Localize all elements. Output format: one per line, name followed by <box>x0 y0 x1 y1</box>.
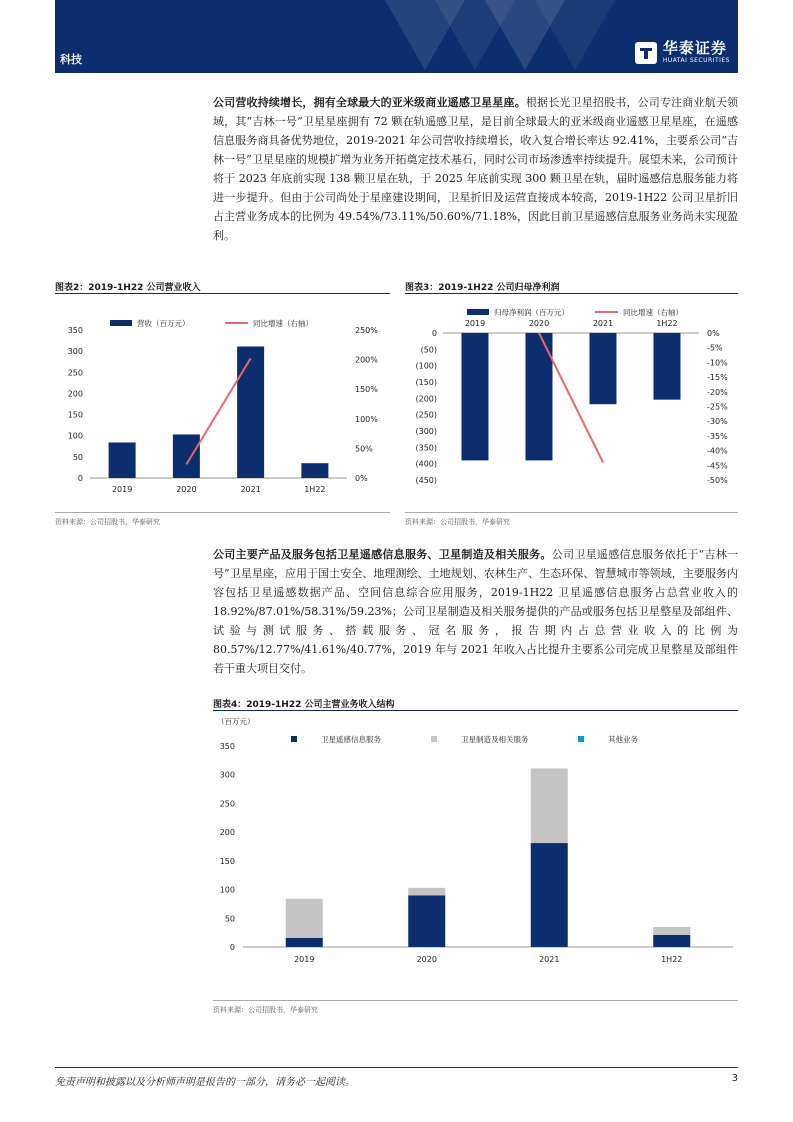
fig3-heading <box>405 280 738 294</box>
x-tick-label: 2019 <box>294 955 315 964</box>
y-tick-label: 0 <box>77 474 83 483</box>
net-profit-bar <box>462 333 489 460</box>
chart-net-profit <box>405 296 738 506</box>
x-tick-label: 2019 <box>111 485 133 494</box>
y2-tick-label: 250% <box>355 326 378 335</box>
y-tick-label: 100 <box>67 431 83 441</box>
y2-tick-label: -5% <box>707 343 723 353</box>
revenue-bar <box>237 346 264 478</box>
paragraph-products-lead: 公司主要产品及服务包括卫星遥感信息服务、卫星制造及相关服务。 <box>213 548 552 561</box>
y2-tick-label: -25% <box>707 402 728 412</box>
fig4-label: 图表4： <box>213 700 247 710</box>
y2-tick-label: -15% <box>707 373 728 383</box>
y-tick-label: (100) <box>415 361 437 371</box>
legend-label: 卫星遥感信息服务 <box>321 735 381 744</box>
y2-tick-label: 0% <box>355 474 368 483</box>
y2-tick-label: -20% <box>707 387 728 397</box>
paragraph-products <box>213 545 738 678</box>
x-tick-label: 2021 <box>539 955 560 964</box>
y-tick-label: (350) <box>415 443 437 453</box>
legend-swatch-bar <box>467 309 489 315</box>
y-tick-label: 50 <box>224 914 235 924</box>
y-tick-label: (400) <box>415 459 437 469</box>
y-tick-label: 300 <box>219 770 235 780</box>
fig3-label: 图表3： <box>405 283 439 293</box>
fig3-title: 2019-1H22 公司归母净利润 <box>438 283 560 293</box>
y2-tick-label: -40% <box>707 446 728 456</box>
page-number: 3 <box>731 1073 738 1084</box>
stacked-bar-segment <box>653 935 690 947</box>
legend-label: 卫星制造及相关服务 <box>461 735 529 744</box>
y2-tick-label: -35% <box>707 431 728 441</box>
header-banner <box>55 0 738 73</box>
y-tick-label: (450) <box>415 476 437 485</box>
x-tick-label: 1H22 <box>656 319 678 328</box>
net-profit-bar <box>654 333 681 400</box>
y2-tick-label: 50% <box>355 444 373 454</box>
paragraph-revenue-lead: 公司营收持续增长，拥有全球最大的亚米级商业遥感卫星星座。 <box>213 96 526 109</box>
stacked-bar-segment <box>653 927 690 935</box>
stacked-bar-segment <box>531 843 568 947</box>
y2-tick-label: 200% <box>355 355 378 365</box>
legend-label-line: 同比增速（右轴） <box>623 308 683 317</box>
huatai-logo-icon <box>635 42 657 64</box>
y-tick-label: 300 <box>67 347 83 357</box>
y-tick-label: 350 <box>219 742 235 751</box>
fig4-heading <box>213 697 738 711</box>
footer-divider <box>55 1067 738 1068</box>
y2-tick-label: 100% <box>355 414 378 424</box>
fig2-label: 图表2： <box>55 283 89 293</box>
x-tick-label: 2019 <box>464 319 486 328</box>
revenue-bar <box>109 442 136 478</box>
y2-tick-label: -45% <box>707 461 728 471</box>
fig4-source: 资料来源：公司招股书，华泰研究 <box>213 1000 738 1015</box>
stacked-bar-segment <box>286 938 323 947</box>
legend-swatch-bar <box>110 320 132 326</box>
fig2-title: 2019-1H22 公司营业收入 <box>88 283 201 293</box>
y-tick-label: 150 <box>219 856 235 866</box>
y-tick-label: 50 <box>72 452 83 462</box>
brand-name-en: HUATAI SECURITIES <box>662 57 730 64</box>
footer-disclaimer: 免责声明和披露以及分析师声明是报告的一部分，请务必一起阅读。 <box>55 1077 355 1088</box>
unit-label: （百万元） <box>217 717 255 726</box>
y-tick-label: (250) <box>415 410 437 420</box>
x-tick-label: 2021 <box>240 485 261 494</box>
y2-tick-label: 0% <box>707 329 720 338</box>
y-tick-label: 200 <box>219 828 235 838</box>
paragraph-products-body: 公司卫星遥感信息服务依托于“吉林一号”卫星星座，应用于国土安全、地理测绘、土地规划、农林生产、生态环保、智慧城市等领域，主要服务内容包括卫星遥感数据产品、空间信息综合应用服务，2019-1H22 卫星遥感信息服务占总营业收入的 18.92%/87.01%/58.31%/59.23%；公司卫星制造及相关服务提供的产品或服务包括卫星整星及部组件、试验与测试服务、搭载服务、冠名服务，报告期内占总营业收入的比例为 80.57%/12.77%/41.61%/40.77%，2019 年与 2021 年收入占比提升主要系公司完成卫星整星及部组件若干重大项目交付。 <box>213 548 739 675</box>
legend-label-line: 同比增速（右轴） <box>253 319 313 328</box>
net-profit-bar <box>590 333 617 404</box>
y2-tick-label: -50% <box>707 476 728 485</box>
paragraph-revenue <box>213 93 738 245</box>
legend-swatch <box>431 736 437 742</box>
y-tick-label: (50) <box>420 345 437 355</box>
section-label: 科技 <box>60 53 82 66</box>
y-tick-label: 150 <box>67 410 83 420</box>
legend-swatch <box>578 736 584 742</box>
y-tick-label: 0 <box>229 943 235 952</box>
x-tick-label: 1H22 <box>304 485 326 494</box>
stacked-bar-segment <box>408 888 445 895</box>
paragraph-revenue-body: 根据长光卫星招股书，公司专注商业航天领域，其“吉林一号”卫星星座拥有 72 颗在轨遥感卫星，是目前全球最大的亚米级商业遥感卫星星座，在遥感信息服务商具备优势地位，2019-2021 年公司营收持续增长，收入复合增长率达 92.41%，主要系公司“吉林一号”卫星星座的规模扩增为业务开拓奠定技术基石，同时公司市场渗透率持续提升。展望未来，公司预计将于 2023 年底前实现 138 颗卫星在轨，于 2025 年底前实现 300 颗卫星在轨，届时遥感信息服务能力将进一步提升。但由于公司尚处于星座建设期间，卫星折旧及运营直接成本较高，2019-1H22 公司卫星折旧占主营业务成本的比例为 49.54%/73.11%/50.60%/71.18%，因此目前卫星遥感信息服务业务尚未实现盈利。 <box>213 96 739 242</box>
y-tick-label: (150) <box>415 378 437 387</box>
y-tick-label: 250 <box>67 368 83 378</box>
chart-revenue-structure <box>213 714 738 969</box>
y-tick-label: 250 <box>219 799 235 809</box>
x-tick-label: 1H22 <box>661 955 683 964</box>
brand-logo <box>635 40 730 65</box>
legend-label-bar: 营收（百万元） <box>137 319 190 328</box>
stacked-bar-segment <box>531 768 568 843</box>
brand-name-cn: 华泰证券 <box>662 39 727 57</box>
y-tick-label: 350 <box>67 326 83 335</box>
legend-label: 其他业务 <box>608 735 638 744</box>
x-tick-label: 2020 <box>528 319 550 328</box>
y2-tick-label: -30% <box>707 417 728 427</box>
legend-swatch <box>291 736 297 742</box>
stacked-bar-segment <box>286 899 323 938</box>
y2-tick-label: -10% <box>707 358 728 368</box>
chart-revenue <box>55 296 390 506</box>
fig3-source: 资料来源：公司招股书，华泰研究 <box>405 512 738 527</box>
x-tick-label: 2020 <box>416 955 437 964</box>
y-tick-label: (300) <box>415 427 437 436</box>
revenue-bar <box>301 463 328 478</box>
fig2-source: 资料来源：公司招股书，华泰研究 <box>55 512 390 527</box>
x-tick-label: 2021 <box>592 319 614 328</box>
stacked-bar-segment <box>408 895 445 947</box>
legend-label-bar: 归母净利润（百万元） <box>494 308 569 317</box>
y2-tick-label: 150% <box>355 385 378 395</box>
x-tick-label: 2020 <box>176 485 197 494</box>
y-tick-label: 200 <box>67 389 83 399</box>
y-tick-label: 0 <box>431 329 437 338</box>
y-tick-label: 100 <box>219 885 235 895</box>
fig4-title: 2019-1H22 公司主营业务收入结构 <box>246 700 395 710</box>
fig2-heading <box>55 280 390 294</box>
revenue-bar <box>173 434 200 478</box>
y-tick-label: (200) <box>415 394 437 404</box>
